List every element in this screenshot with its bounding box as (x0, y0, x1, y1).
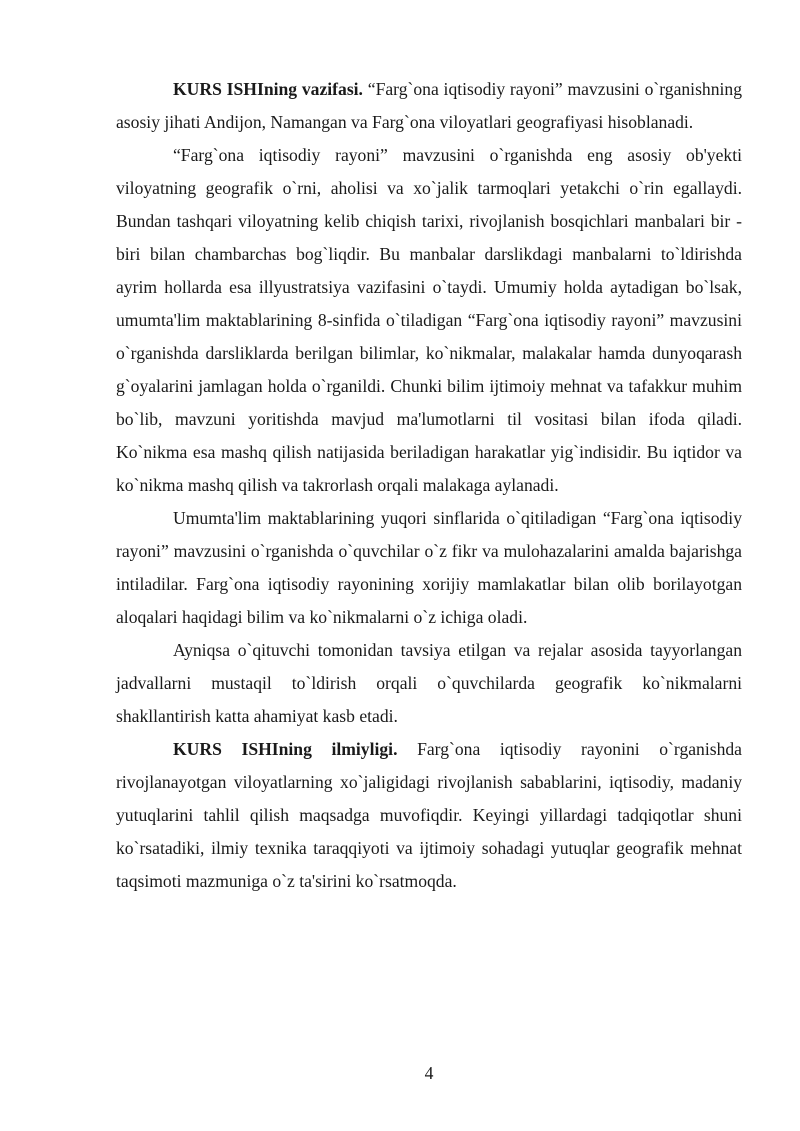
paragraph-text-upper-classes: Umumta'lim maktablarining yuqori sinflarida o`qitiladigan “Farg`ona iqtisodiy rayoni” mavzusini o`rganishda o`quvchilar o`z fikr va mulohazalarini amalda bajarishga intiladilar. Farg`ona iqtisodiy rayonining xorijiy mamlakatlar bilan olib borilayotgan aloqalari haqidagi bilim va ko`nikmalarni o`z ichiga oladi. (116, 508, 742, 627)
paragraph-task (116, 73, 742, 139)
paragraph-text-teacher: Ayniqsa o`qituvchi tomonidan tavsiya etilgan va rejalar asosida tayyorlangan jadvallarni mustaqil to`ldirish orqali o`quvchilarda geografik ko`nikmalarni shakllantirish katta ahamiyat kasb etadi. (116, 640, 742, 726)
paragraph-text-main-object: “Farg`ona iqtisodiy rayoni” mavzusini o`rganishda eng asosiy ob'yekti viloyatning geografik o`rni, aholisi va xo`jalik tarmoqlari yetakchi o`rin egallaydi. Bundan tashqari viloyatning kelib chiqish tarixi, rivojlanish bosqichlari manbalari bir - biri bilan chambarchas bog`liqdir. Bu manbalar darslikdagi manbalarni to`ldirishda ayrim hollarda esa illyustratsiya vazifasini o`taydi. Umumiy holda aytadigan bo`lsak, umumta'lim maktablarining 8-sinfida o`tiladigan “Farg`ona iqtisodiy rayoni” mavzusini o`rganishda darsliklarda berilgan bilimlar, ko`nikmalar, malakalar hamda dunyoqarash g`oyalarini jamlagan holda o`rganildi. Chunki bilim ijtimoiy mehnat va tafakkur muhim bo`lib, mavzuni yoritishda mavjud ma'lumotlarni til vositasi bilan ifoda qiladi. Ko`nikma esa mashq qilish natijasida beriladigan harakatlar yig`indisidir. Bu iqtidor va ko`nikma mashq qilish va takrorlash orqali malakaga aylanadi. (116, 145, 742, 495)
paragraph-scientific (116, 733, 742, 898)
document-body (116, 73, 742, 898)
paragraph-upper-classes (116, 502, 742, 634)
paragraph-main-object (116, 139, 742, 502)
page-number: 4 (424, 1063, 434, 1083)
paragraph-lead-task: KURS ISHIning vazifasi. (173, 79, 363, 99)
paragraph-text-scientific: Farg`ona iqtisodiy rayonini o`rganishda rivojlanayotgan viloyatlarning xo`jaligidagi rivojlanish sabablarini, iqtisodiy, madaniy yutuqlarini tahlil qilish maqsadga muvofiqdir. Keyingi yillardagi tadqiqotlar shuni ko`rsatadiki, ilmiy texnika taraqqiyoti va ijtimoiy sohadagi yutuqlar geografik mehnat taqsimoti mazmuniga o`z ta'sirini ko`rsatmoqda. (116, 739, 742, 891)
paragraph-teacher (116, 634, 742, 733)
paragraph-text-task: “Farg`ona iqtisodiy rayoni” mavzusini o`rganishning asosiy jihati Andijon, Namangan va Farg`ona viloyatlari geografiyasi hisoblanadi. (116, 79, 742, 132)
paragraph-lead-scientific: KURS ISHIning ilmiyligi. (173, 739, 398, 759)
